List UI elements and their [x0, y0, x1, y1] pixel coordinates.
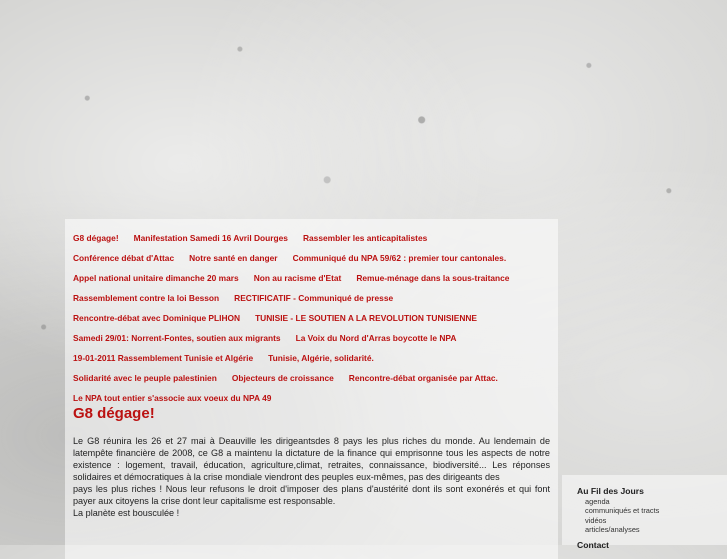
post-paragraph: Le G8 réunira les 26 et 27 mai à Deauville les dirigeantsdes 8 pays les plus riches du monde. Au lendemain de latempête financière de 2008, ce G8 a maintenu la dictature de la finance qui emprisonne tous les aspects de notre existence : logement, travail, éducation, agriculture,climat, retraites, connaissance, biodiversité... Les réponses solidaires et démocratiques à la crise mondiale viendront des peuples eux-mêmes, pas des dirigeants des — [73, 436, 550, 482]
nav-row — [73, 308, 553, 328]
post-body — [73, 435, 550, 519]
nav-row — [73, 228, 553, 248]
nav-link[interactable]: Conférence débat d'Attac — [73, 253, 175, 263]
sidebar-item-communiques[interactable]: communiqués et tracts — [585, 506, 660, 516]
nav-row — [73, 348, 553, 368]
nav-link[interactable]: La Voix du Nord d'Arras boycotte le NPA — [295, 333, 457, 343]
nav-row — [73, 268, 553, 288]
nav-link[interactable]: Solidarité avec le peuple palestinien — [73, 373, 217, 383]
nav-link[interactable]: G8 dégage! — [73, 233, 119, 243]
sidebar-title: Au Fil des Jours — [577, 486, 644, 496]
nav-row — [73, 248, 553, 268]
nav-row — [73, 288, 553, 308]
nav-link[interactable]: Objecteurs de croissance — [231, 373, 334, 383]
nav-link[interactable]: Rencontre-débat organisée par Attac. — [348, 373, 498, 383]
nav-link[interactable]: Rencontre-débat avec Dominique PLIHON — [73, 313, 241, 323]
sidebar-item-articles[interactable]: articles/analyses — [585, 525, 640, 535]
nav-link[interactable]: Non au racisme d'Etat — [253, 273, 342, 283]
nav-link[interactable]: Rassembler les anticapitalistes — [302, 233, 428, 243]
nav-link[interactable]: Communiqué du NPA 59/62 : premier tour cantonales. — [292, 253, 507, 263]
post-title: G8 dégage! — [73, 405, 155, 422]
nav-link[interactable]: Manifestation Samedi 16 Avril Dourges — [133, 233, 288, 243]
sidebar-title-contact: Contact — [577, 540, 609, 550]
nav-link[interactable]: Tunisie, Algérie, solidarité. — [268, 353, 374, 363]
nav-link[interactable]: Samedi 29/01: Norrent-Fontes, soutien aux migrants — [73, 333, 281, 343]
nav-link[interactable]: RECTIFICATIF - Communiqué de presse — [234, 293, 394, 303]
nav-link[interactable]: Rassemblement contre la loi Besson — [73, 293, 220, 303]
nav-link[interactable]: 19-01-2011 Rassemblement Tunisie et Algérie — [73, 353, 254, 363]
nav-link[interactable]: Appel national unitaire dimanche 20 mars — [73, 273, 239, 283]
recent-posts-nav — [73, 228, 553, 408]
sidebar-item-agenda[interactable]: agenda — [585, 497, 610, 506]
nav-link[interactable]: TUNISIE - LE SOUTIEN A LA REVOLUTION TUNISIENNE — [255, 313, 478, 323]
sidebar-item-videos[interactable]: vidéos — [585, 515, 607, 525]
nav-link[interactable]: Remue-ménage dans la sous-traitance — [356, 273, 510, 283]
nav-link[interactable]: Le NPA tout entier s'associe aux voeux du NPA 49 — [73, 393, 272, 403]
sidebar-menu — [585, 497, 659, 535]
nav-link[interactable]: Notre santé en danger — [189, 253, 278, 263]
nav-row — [73, 328, 553, 348]
nav-row — [73, 368, 553, 388]
post-paragraph: pays les plus riches ! Nous leur refusons le droit d'imposer des plans d'austérité dont ils sont exonérés et qui font payer aux citoyens la crise dont leur capitalisme est responsable. — [73, 484, 550, 506]
post-paragraph: La planète est bousculée ! — [73, 508, 180, 518]
